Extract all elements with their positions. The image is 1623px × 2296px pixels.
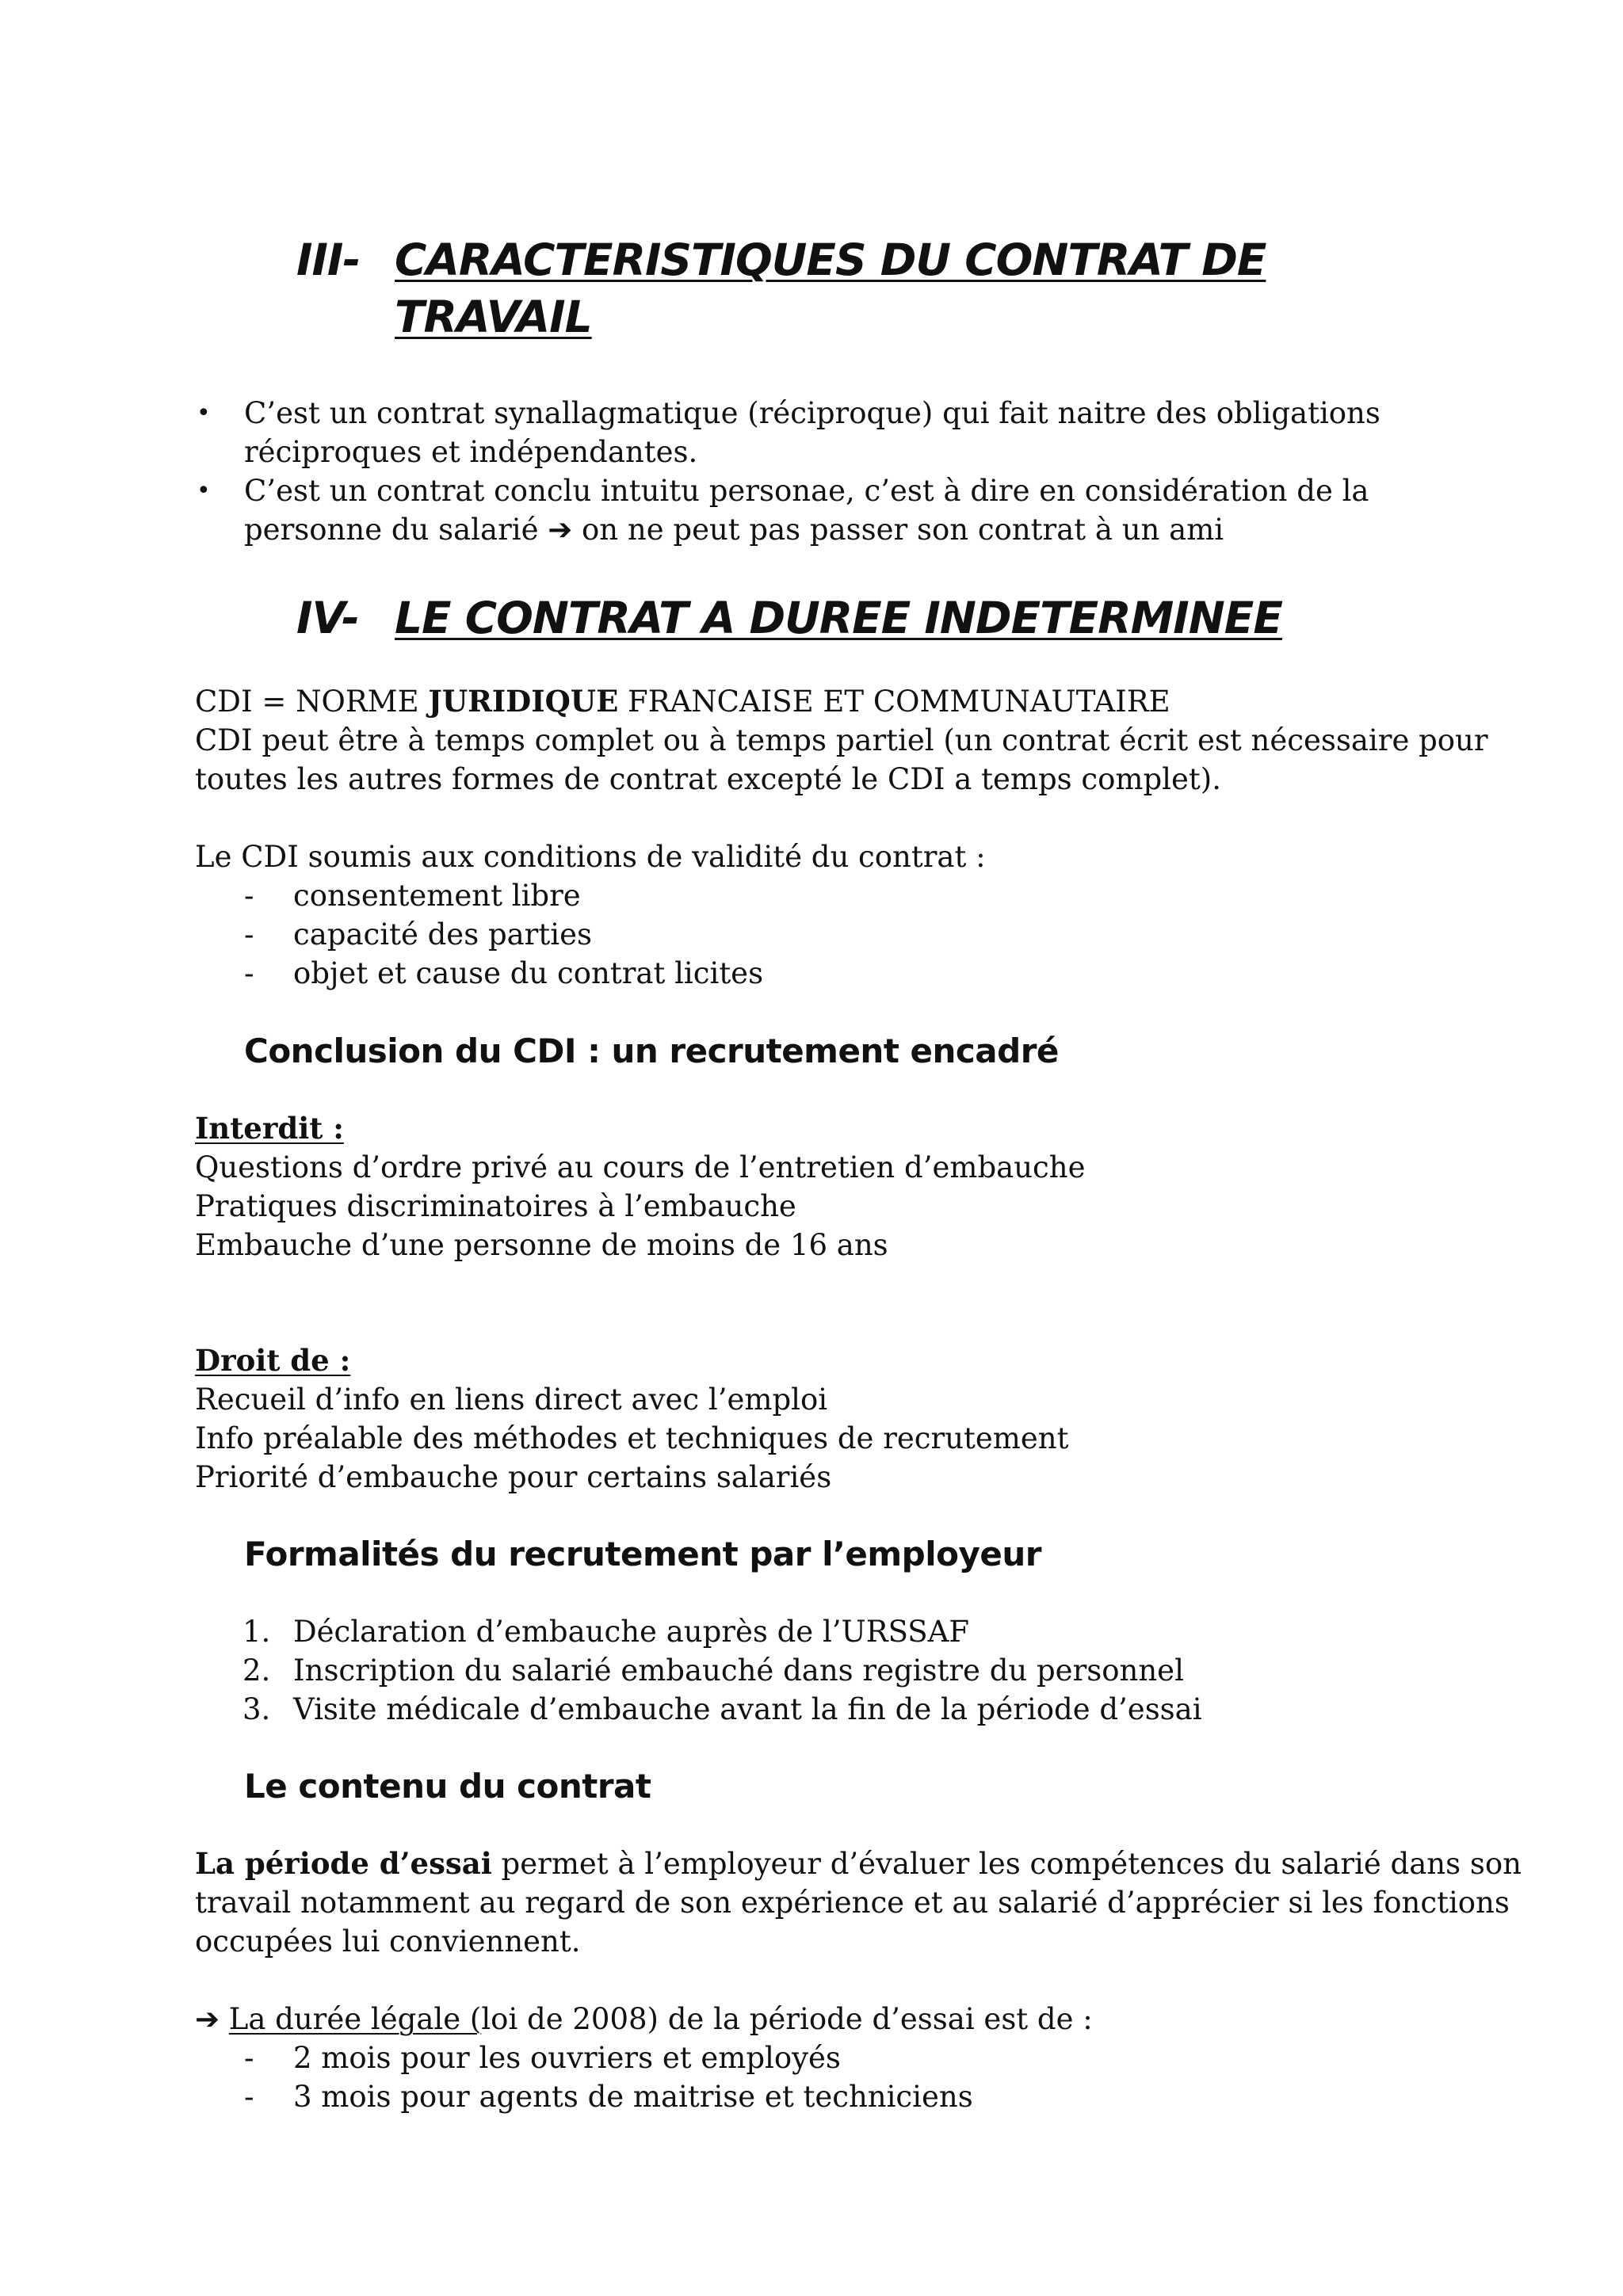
numbered-item: [242, 1651, 1184, 1690]
forbidden-label: Interdit :: [195, 1111, 344, 1146]
section-3-number: III-: [296, 235, 361, 285]
numbered-item-text: Visite médicale d’embauche avant la fin de la période d’essai: [293, 1692, 1202, 1726]
list-item-text: objet et cause du contrat licites: [293, 956, 764, 990]
validity-intro: Le CDI soumis aux conditions de validité du contrat :: [195, 840, 986, 874]
list-item-text: consentement libre: [293, 879, 581, 913]
dash-marker: -: [244, 917, 254, 952]
arrow-right-icon: ➔: [195, 2002, 220, 2036]
trial-line: [195, 1844, 1522, 1883]
forbidden-item: Embauche d’une personne de moins de 16 ans: [195, 1228, 888, 1262]
bullet-text-line: [244, 510, 1369, 549]
text-segment: FRANCAISE ET COMMUNAUTAIRE: [618, 685, 1170, 719]
forbidden-block: [195, 1109, 1085, 1264]
section-4-number: IV-: [296, 593, 359, 643]
bullet-icon: •: [197, 399, 211, 427]
cdi-line: CDI peut être à temps complet ou à temps partiel (un contrat écrit est nécessaire pour: [195, 723, 1488, 757]
text-segment: loi de 2008) de la période d’essai est de :: [481, 2002, 1093, 2036]
list-item: [244, 2077, 973, 2116]
bullet-text-segment: on ne peut pas passer son contrat à un ami: [582, 513, 1224, 547]
numbered-item-text: Inscription du salarié embauché dans registre du personnel: [293, 1653, 1184, 1688]
formalities-heading: Formalités du recrutement par l’employeur: [244, 1535, 1041, 1573]
dash-marker: -: [244, 2080, 254, 2114]
text-segment: CDI = NORME: [195, 685, 429, 719]
arrow-right-icon: ➔: [548, 513, 573, 547]
list-item: [244, 954, 764, 993]
section-3-title-line2: TRAVAIL: [395, 292, 592, 342]
item-number: 1.: [242, 1615, 271, 1649]
rights-item: Recueil d’info en liens direct avec l’emploi: [195, 1383, 828, 1417]
list-item: [244, 915, 592, 954]
legal-duration-line: [195, 2000, 1093, 2039]
bullet-item: [197, 471, 1369, 549]
dash-marker: -: [244, 2041, 254, 2075]
bullet-text-line: C’est un contrat conclu intuitu personae, c’est à dire en considération de la: [244, 474, 1369, 508]
section-3-title-line1: CARACTERISTIQUES DU CONTRAT DE: [395, 235, 1266, 285]
trial-line: occupées lui conviennent.: [195, 1924, 581, 1958]
underlined-text: La durée légale (: [228, 2002, 482, 2036]
text-segment: permet à l’employeur d’évaluer les compétences du salarié dans son: [491, 1847, 1522, 1881]
numbered-item: [242, 1612, 970, 1651]
list-item: [244, 876, 581, 915]
numbered-item-text: Déclaration d’embauche auprès de l’URSSAF: [293, 1615, 970, 1649]
dash-marker: -: [244, 879, 254, 913]
content-heading: Le contenu du contrat: [244, 1767, 651, 1806]
rights-item: Priorité d’embauche pour certains salariés: [195, 1460, 832, 1494]
bullet-text-line: réciproques et indépendantes.: [244, 435, 698, 469]
rights-block: [195, 1341, 1068, 1497]
cdi-norm-line: [195, 682, 1488, 721]
bold-text: La période d’essai: [195, 1846, 492, 1881]
section-4-title: LE CONTRAT A DUREE INDETERMINEE: [395, 593, 1282, 643]
bullet-text-segment: personne du salarié: [244, 513, 539, 547]
bullet-icon: •: [197, 477, 211, 505]
bold-text: JURIDIQUE: [428, 684, 619, 719]
cdi-line: toutes les autres formes de contrat excepté le CDI a temps complet).: [195, 762, 1221, 796]
list-item-text: capacité des parties: [293, 917, 592, 952]
item-number: 3.: [242, 1692, 271, 1726]
trial-line: travail notamment au regard de son expérience et au salarié d’apprécier si les fonctions: [195, 1886, 1510, 1920]
item-number: 2.: [242, 1653, 271, 1688]
forbidden-item: Questions d’ordre privé au cours de l’entretien d’embauche: [195, 1150, 1086, 1184]
numbered-item: [242, 1690, 1202, 1729]
forbidden-item: Pratiques discriminatoires à l’embauche: [195, 1189, 796, 1223]
bullet-text-line: C’est un contrat synallagmatique (réciproque) qui fait naitre des obligations: [244, 396, 1381, 430]
trial-period-paragraph: [195, 1844, 1522, 1961]
list-item-text: 2 mois pour les ouvriers et employés: [293, 2041, 841, 2075]
rights-item: Info préalable des méthodes et techniques de recrutement: [195, 1421, 1069, 1455]
list-item-text: 3 mois pour agents de maitrise et techniciens: [293, 2080, 973, 2114]
list-item: [244, 2039, 841, 2077]
cdi-paragraph: [195, 682, 1488, 799]
conclusion-heading: Conclusion du CDI : un recrutement encadré: [244, 1032, 1059, 1070]
rights-label: Droit de :: [195, 1343, 351, 1378]
bullet-item: [197, 394, 1381, 471]
dash-marker: -: [244, 956, 254, 990]
